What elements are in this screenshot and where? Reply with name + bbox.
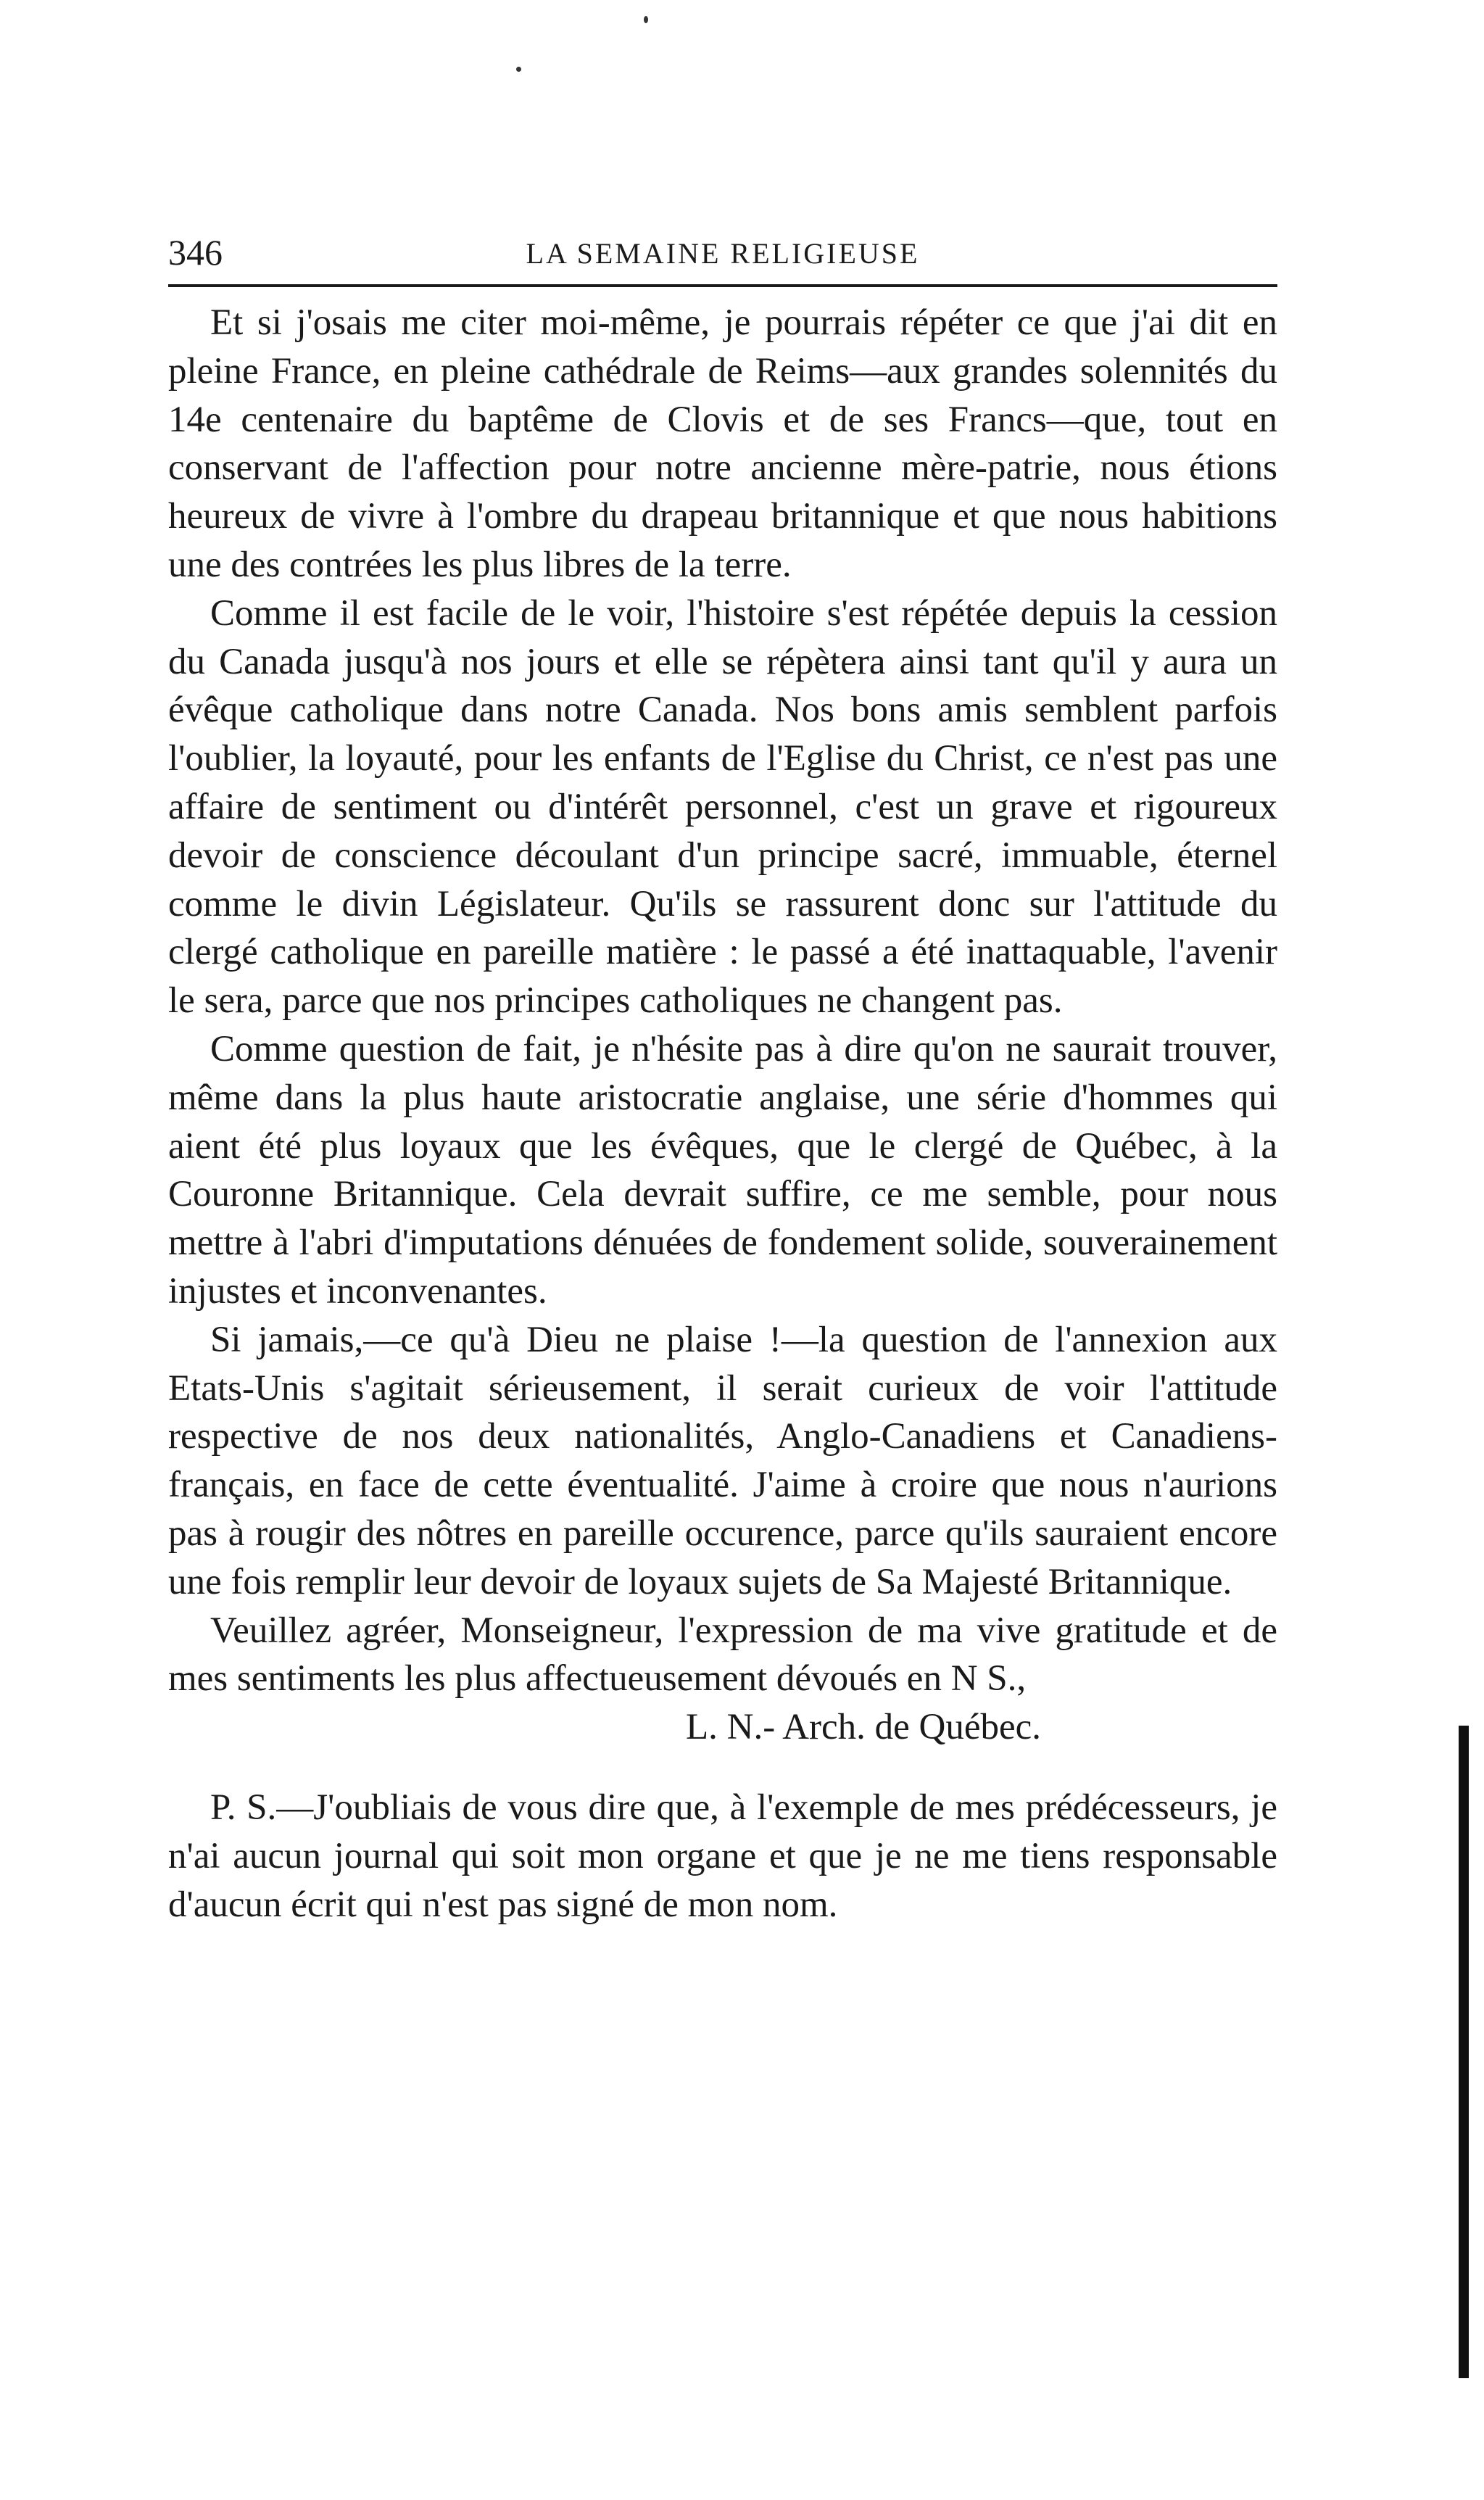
paragraph: Comme il est facile de le voir, l'histoire s'est répétée depuis la cession du Canada jusqu'à nos jours et elle se répètera ainsi tant qu'il y aura un évêque catholique dans notre Canada. Nos bons amis semblent parfois l'oublier, la loyauté, pour les enfants de l'Eglise du Christ, ce n'est pas une affaire de sentiment ou d'intérêt personnel, c'est un grave et rigoureux devoir de conscience découlant d'un principe sacré, immuable, éternel comme le divin Législateur. Qu'ils se rassurent donc sur l'attitude du clergé catholique en pareille matière : le passé a été inattaquable, l'avenir le sera, parce que nos principes catholiques ne changent pas. bbox=[168, 592, 1277, 1022]
paragraph: Et si j'osais me citer moi-même, je pourrais répéter ce que j'ai dit en pleine France, en pleine cathédrale de Reims—aux grandes solennités du 14e centenaire du baptême de Clovis et de ses Francs—que, tout en conservant de l'affection pour notre ancienne mère-patrie, nous étions heureux de vivre à l'ombre du drapeau britannique et que nous habitions une des contrées les plus libres de la terre. bbox=[168, 302, 1277, 585]
signature: L. N.- Arch. de Québec. bbox=[686, 1707, 1041, 1748]
header-rule bbox=[168, 284, 1277, 287]
running-title: LA SEMAINE RELIGIEUSE bbox=[526, 237, 920, 270]
postscript: P. S.—J'oubliais de vous dire que, à l'exemple de mes prédécesseurs, je n'ai aucun journal qui soit mon organe et que je ne me tiens responsable d'aucun écrit qui n'est pas signé de mon nom. bbox=[168, 1787, 1277, 1925]
paragraph: Si jamais,—ce qu'à Dieu ne plaise !—la question de l'annexion aux Etats-Unis s'agitait sérieusement, il serait curieux de voir l'attitude respective de nos deux nationalités, Anglo-Canadiens et Canadiens-français, en face de cette éventualité. J'aime à croire que nous n'aurions pas à rougir des nôtres en pareille occurence, parce qu'ils sauraient encore une fois remplir leur devoir de loyaux sujets de Sa Majesté Britannique. bbox=[168, 1319, 1277, 1602]
scan-speck bbox=[644, 16, 648, 23]
paragraph: Comme question de fait, je n'hésite pas à dire qu'on ne saurait trouver, même dans la plus haute aristocratie anglaise, une série d'hommes qui aient été plus loyaux que les évêques, que le clergé de Québec, à la Couronne Britannique. Cela devrait suffire, ce me semble, pour nous mettre à l'abri d'imputations dénuées de fondement solide, souverainement injustes et inconvenantes. bbox=[168, 1028, 1277, 1312]
closing-paragraph: Veuillez agréer, Monseigneur, l'expression de ma vive gratitude et de mes sentiments les plus affectueusement dévoués en N S., bbox=[168, 1610, 1277, 1700]
body-text bbox=[168, 299, 1277, 1929]
scan-speck bbox=[516, 67, 521, 72]
scan-edge-mark bbox=[1459, 1726, 1469, 2378]
page-header bbox=[168, 231, 1277, 274]
page-number: 346 bbox=[168, 232, 223, 273]
